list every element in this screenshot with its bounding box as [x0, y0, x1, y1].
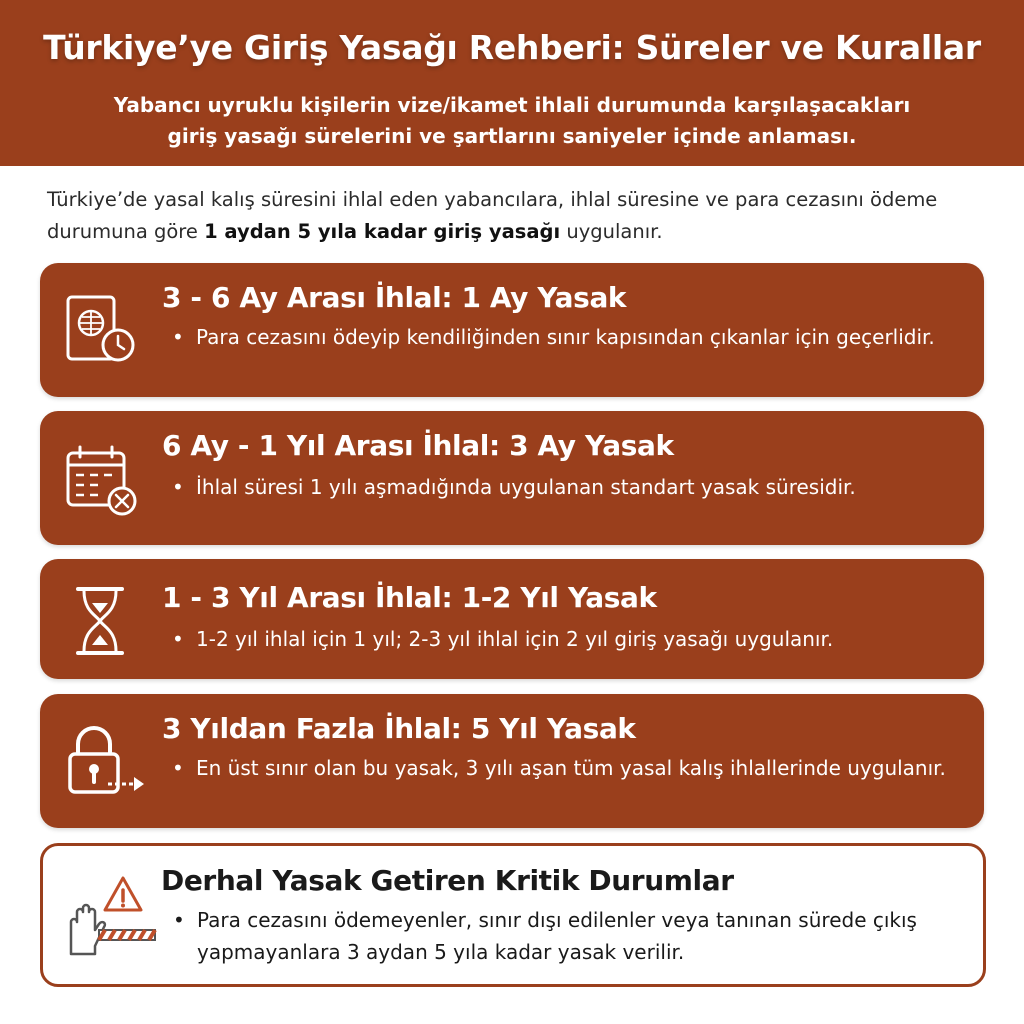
passport-clock-icon [62, 291, 142, 371]
hand-warning-barrier-icon [61, 874, 161, 960]
bullet-dot: • [172, 756, 184, 780]
intro-paragraph [47, 184, 987, 248]
hourglass-icon [62, 581, 142, 661]
card-title: 6 Ay - 1 Yıl Arası İhlal: 3 Ay Yasak [162, 429, 674, 462]
bullet-dot: • [172, 325, 184, 349]
calendar-cross-icon [62, 441, 142, 521]
card-bullet [170, 623, 960, 655]
rule-card-4 [40, 694, 984, 828]
bullet-dot: • [172, 627, 184, 651]
card-title: 1 - 3 Yıl Arası İhlal: 1-2 Yıl Yasak [162, 581, 657, 614]
card-bullet-text: İhlal süresi 1 yılı aşmadığında uygulanan standart yasak süresidir. [196, 475, 856, 499]
card-bullet-text: 1-2 yıl ihlal için 1 yıl; 2-3 yıl ihlal için 2 yıl giriş yasağı uygulanır. [196, 627, 834, 651]
card-title: 3 - 6 Ay Arası İhlal: 1 Ay Yasak [162, 281, 627, 314]
page-title: Türkiye’ye Giriş Yasağı Rehberi: Süreler ve Kurallar [43, 28, 981, 67]
intro-text-end: uygulanır. [560, 220, 663, 243]
header-banner [0, 0, 1024, 166]
card-bullet [170, 471, 960, 503]
critical-bullet [171, 904, 953, 968]
card-bullet [170, 752, 960, 784]
card-bullet-text: Para cezasını ödeyip kendiliğinden sınır kapısından çıkanlar için geçerlidir. [196, 325, 935, 349]
intro-text-bold: 1 aydan 5 yıla kadar giriş yasağı [204, 220, 561, 243]
card-bullet [170, 321, 960, 353]
subtitle-line-2: giriş yasağı sürelerini ve şartlarını saniyeler içinde anlaması. [167, 124, 857, 148]
bullet-dot: • [173, 908, 185, 932]
critical-bullet-text: Para cezasını ödemeyenler, sınır dışı edilenler veya tanınan sürede çıkış yapmayanlara 3 aydan 5 yıla kadar yasak verilir. [197, 908, 917, 964]
padlock-arrow-icon [62, 722, 152, 802]
subtitle-line-1: Yabancı uyruklu kişilerin vize/ikamet ihlali durumunda karşılaşacakları [113, 93, 911, 117]
rule-card-2 [40, 411, 984, 545]
card-title: 3 Yıldan Fazla İhlal: 5 Yıl Yasak [162, 712, 636, 745]
bullet-dot: • [172, 475, 184, 499]
rule-card-3 [40, 559, 984, 679]
intro-text-start: Türkiye’de yasal kalış süresini ihlal eden yabancılara, ihlal süresine ve para cezasını ödeme durumuna göre [47, 188, 938, 243]
page-subtitle [40, 90, 984, 152]
critical-cases-box [40, 843, 986, 987]
critical-title: Derhal Yasak Getiren Kritik Durumlar [161, 864, 734, 897]
rule-card-1 [40, 263, 984, 397]
card-bullet-text: En üst sınır olan bu yasak, 3 yılı aşan tüm yasal kalış ihlallerinde uygulanır. [196, 756, 946, 780]
